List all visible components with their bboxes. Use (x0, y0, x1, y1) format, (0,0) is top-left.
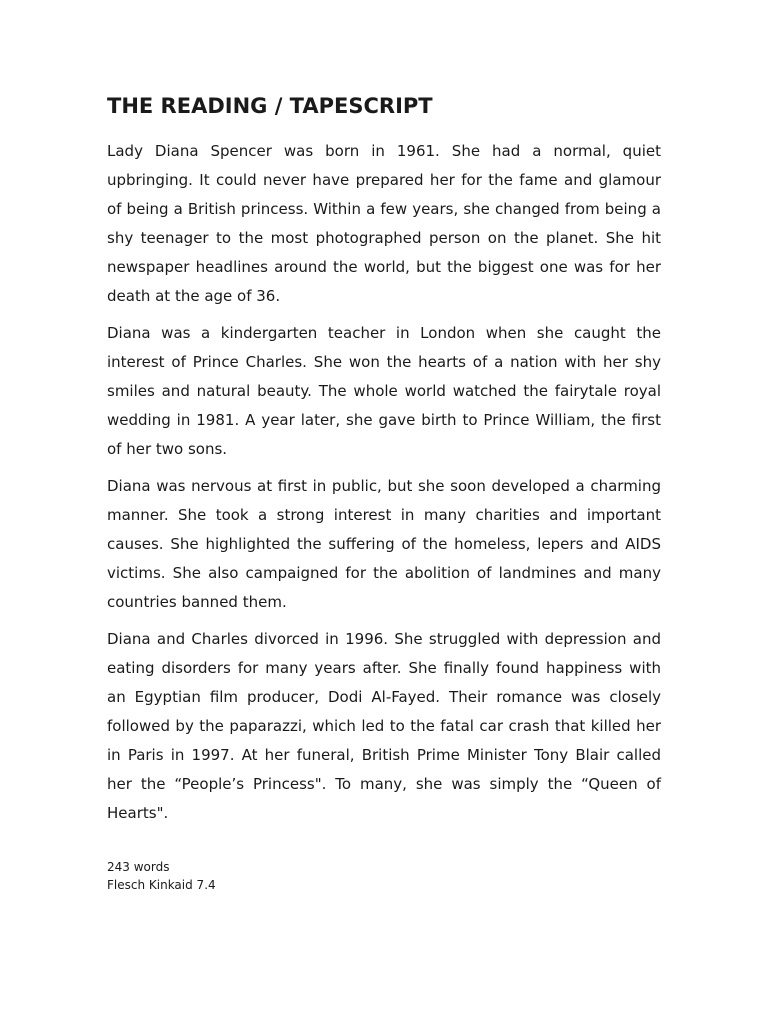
document-page (107, 92, 661, 894)
paragraph-2: Diana was a kindergarten teacher in London when she caught the interest of Prince Charles. She won the hearts of a nation with her shy smiles and natural beauty. The whole world watched the fairytale royal wedding in 1981. A year later, she gave birth to Prince William, the first of her two sons. (107, 324, 661, 458)
paragraph-1: Lady Diana Spencer was born in 1961. She had a normal, quiet upbringing. It could never have prepared her for the fame and glamour of being a British princess. Within a few years, she changed from being a shy teenager to the most photographed person on the planet. She hit newspaper headlines around the world, but the biggest one was for her death at the age of 36. (107, 142, 661, 305)
paragraph-3: Diana was nervous at first in public, but she soon developed a charming manner. She took a strong interest in many charities and important causes. She highlighted the suffering of the homeless, lepers and AIDS victims. She also campaigned for the abolition of landmines and many countries banned them. (107, 477, 661, 611)
readability-score: Flesch Kinkaid 7.4 (107, 878, 216, 892)
document-meta (107, 858, 661, 894)
paragraph-4: Diana and Charles divorced in 1996. She struggled with depression and eating disorders for many years after. She finally found happiness with an Egyptian film producer, Dodi Al-Fayed. Their romance was closely followed by the paparazzi, which led to the fatal car crash that killed her in Paris in 1997. At her funeral, British Prime Minister Tony Blair called her the “People’s Princess". To many, she was simply the “Queen of Hearts". (107, 630, 661, 822)
page-title: THE READING / TAPESCRIPT (107, 94, 433, 118)
word-count: 243 words (107, 860, 170, 874)
